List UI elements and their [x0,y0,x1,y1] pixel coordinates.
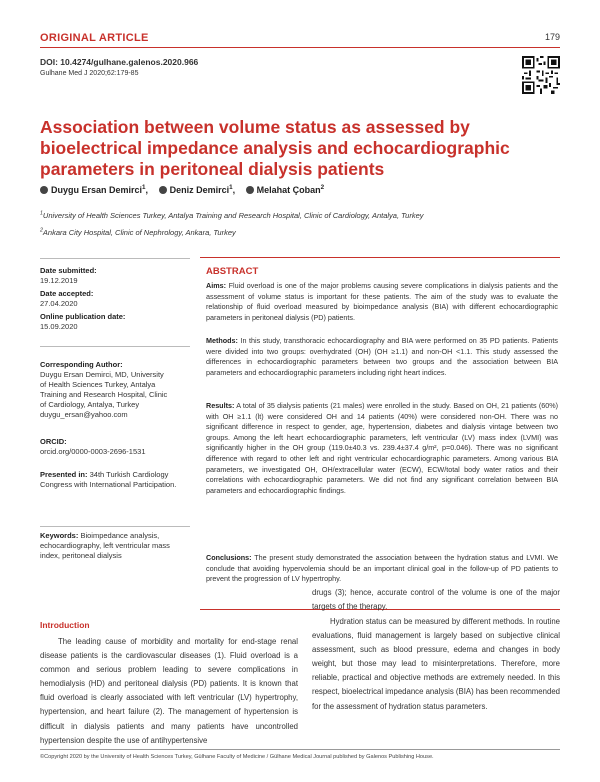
author-name: Melahat Çoban [256,185,321,195]
keywords: Keywords: Bioimpedance analysis, echocardiography, left ventricular mass index, peritoneal dialysis [40,531,170,560]
orcid-icon[interactable] [246,186,254,194]
corresponding-email[interactable]: duygu_ersan@yahoo.com [40,410,128,419]
section-heading-introduction: Introduction [40,620,90,630]
author-name: Deniz Demirci [169,185,230,195]
abstract-aims: Aims: Fluid overload is one of the major problems causing severe complications in dialysis patients and the assessment of volume status is important for these patients. The aim of the study was to evaluate the relationship of fluid overload measured by bioimpedance analysis (BIA) with different echocardiographic parameters in peritoneal dialysis (PD) patients. [206,281,558,322]
introduction-paragraph: The leading cause of morbidity and mortality for end-stage renal disease patients is the cardiovascular diseases (1). Fluid overload is a common and serious problem leading to severe complications in hemodialysis (HD) and peritoneal dialysis (PD) patients. It is known that fluid overload is clearly associated with left ventricular (LV) hypertrophy, hypertension, and heart failure (2). The management of hypertension is difficult in dialysis patients and many patients have uncontrolled hypertension despite the use of antihypertensive [40,637,298,745]
page-number: 179 [544,32,560,42]
orcid: ORCID: orcid.org/0000-0003-2696-1531 [40,437,190,457]
article-title: Association between volume status as assessed by bioelectrical impedance analysis and echocardiographic parameters in peritoneal dialysis patients [40,117,510,179]
doi[interactable]: DOI: 10.4274/gulhane.galenos.2020.966 [40,57,199,67]
affiliation: $^2$Ankara City Hospital, Clinic of Nephrology, Ankara, Turkey [40,227,236,237]
info-divider [40,346,190,347]
date-online: Online publication date: 15.09.2020 [40,312,126,331]
abstract-conclusions: Conclusions: The present study demonstrated the association between the hydration status and LVMI. We conclude that avoiding hypervolemia should be an important clinical goal in the follow-up of PD patients to prevent the progression of LV hypertrophy. [206,553,558,584]
author-list: Duygu Ersan Demirci$^1$, Deniz Demirci$^1$, Melahat Çoban$^2$ [40,185,560,195]
author-name: Duygu Ersan Demirci [51,185,143,195]
corresponding-author: Corresponding Author: Duygu Ersan Demirci, MD, University of Health Sciences Turkey, Antalya Training and Research Hospital, Clinic of Cardiology, Antalya, Turkey duygu_ersan@yahoo.com [40,360,190,420]
header-divider [40,47,560,48]
footer-divider [40,749,560,750]
info-divider [40,258,190,259]
article-type-label: ORIGINAL ARTICLE [40,32,149,44]
affiliation: $^1$University of Health Sciences Turkey, Antalya Training and Research Hospital, Clinic of Cardiology, Antalya, Turkey [40,210,424,220]
orcid-link[interactable]: orcid.org/0000-0003-2696-1531 [40,447,146,456]
introduction-paragraph: drugs (3); hence, accurate control of the volume is one of the major targets of the therapy. [312,588,560,612]
orcid-icon[interactable] [40,186,48,194]
copyright-notice: ©Copyright 2020 by the University of Health Sciences Turkey, Gülhane Faculty of Medicine / Gülhane Medical Journal published by Galenos Publishing House. [40,754,434,760]
abstract-heading: ABSTRACT [206,266,259,277]
orcid-icon[interactable] [159,186,167,194]
abstract-methods: Methods: In this study, transthoracic echocardiography and BIA were performed on 35 PD patients. Patients were divided into two groups: overhydrated (OH) (OH ≥1.1) and non-OH <1.1. This study assessed the differences in echocardiographic parameters between two groups and the association between BIA parameters and echocardiographic parameters including right heart indices. [206,336,558,377]
abstract-results: Results: A total of 35 dialysis patients (21 males) were enrolled in the study. Based on OH, 21 patients (60%) with OH ≥1.1 (lt) were considered OH and 14 patients (40%) were considered non-OH. There was no significant difference in respect to gender, age, hypertension, diabetes and dialysis vintage between two groups. Among the left heart echocardiographic parameters, left ventricular (LV) mass index (LVMI) was significantly higher in the OH group (119.0±40.3 vs. 239.4±37.4 g/m², p=0.046). There was no significant difference with regard to other left and right ventricular echocardiographic parameters. Among various BIA parameters, we investigated OH, OH/extracellular water (ECW), ECW/total body water ratios and their correlations with echocardiographic parameters. We did not find any significant correlation between BIA parameters and echocardiographic findings. [206,401,558,495]
date-accepted: Date accepted: 27.04.2020 [40,289,94,308]
presented-in: Presented in: 34th Turkish Cardiology Congress with International Participation. [40,470,177,489]
journal-citation: Gulhane Med J 2020;62:179-85 [40,70,139,77]
qr-code-icon [522,56,560,94]
introduction-paragraph: Hydration status can be measured by different methods. In routine evaluations, fluid management is largely based on subjective clinical assessment, such as blood pressure, edema and changes in body weight, but those may lead to misinterpretations. Therefore, more reliable, practical and objective methods are extremely needed. In this respect, bioelectrical impedance analysis (BIA) has been recommended for the assessment of hydration status parameters. [312,617,560,711]
date-submitted: Date submitted: 19.12.2019 [40,266,97,285]
info-divider [40,526,190,527]
